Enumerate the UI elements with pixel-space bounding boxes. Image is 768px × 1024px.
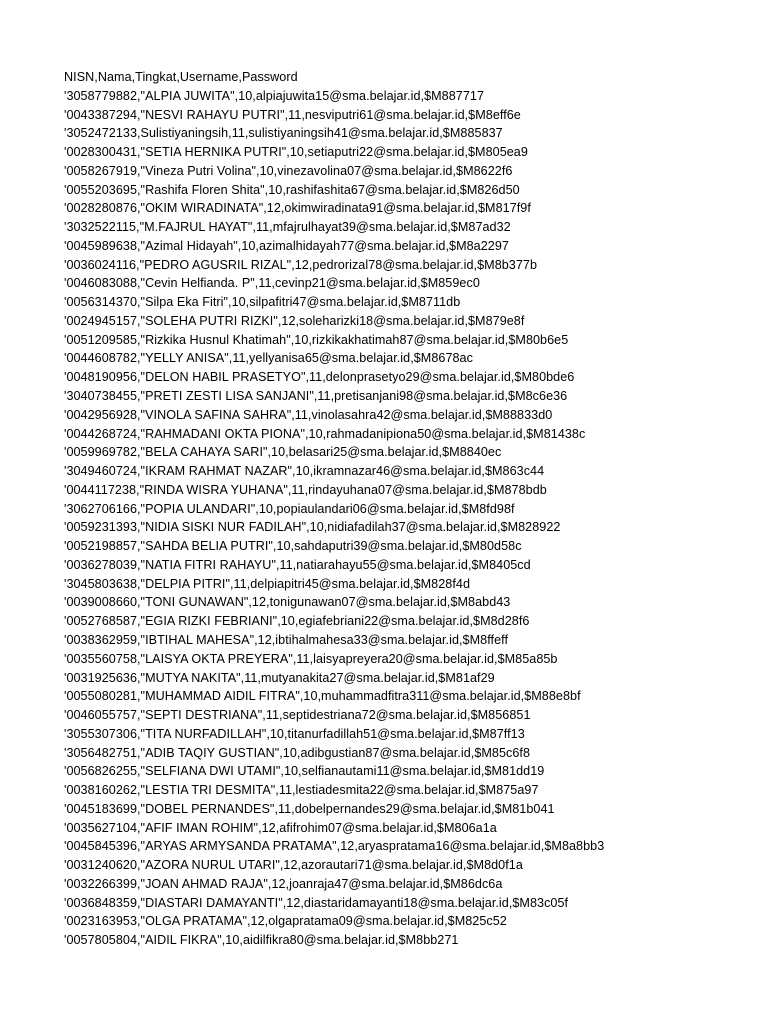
csv-record-line: '0055080281,"MUHAMMAD AIDIL FITRA",10,muhammadfitra311@sma.belajar.id,$M88e8bf (64, 689, 581, 704)
csv-record-line: '0051209585,"Rizkika Husnul Khatimah",10,rizkikakhatimah87@sma.belajar.id,$M80b6e5 (64, 332, 569, 347)
csv-record-line: '0038160262,"LESTIA TRI DESMITA",11,lestiadesmita22@sma.belajar.id,$M875a97 (64, 783, 539, 798)
csv-record-line: '0028300431,"SETIA HERNIKA PUTRI",10,setiaputri22@sma.belajar.id,$M805ea9 (64, 145, 528, 160)
csv-record-line: '3032522115,"M.FAJRUL HAYAT",11,mfajrulhayat39@sma.belajar.id,$M87ad32 (64, 220, 511, 235)
csv-record-line: '0045989638,"Azimal Hidayah",10,azimalhidayah77@sma.belajar.id,$M8a2297 (64, 238, 509, 253)
csv-record-line: '0045183699,"DOBEL PERNANDES",11,dobelpernandes29@sma.belajar.id,$M81b041 (64, 801, 555, 816)
csv-record-line: '0044117238,"RINDA WISRA YUHANA",11,rindayuhana07@sma.belajar.id,$M878bdb (64, 482, 547, 497)
csv-record-line: '0055203695,"Rashifa Floren Shita",10,rashifashita67@sma.belajar.id,$M826d50 (64, 182, 520, 197)
csv-record-line: '0024945157,"SOLEHA PUTRI RIZKI",12,soleharizki18@sma.belajar.id,$M879e8f (64, 313, 525, 328)
csv-record-line: '0057805804,"AIDIL FIKRA",10,aidilfikra80@sma.belajar.id,$M8bb271 (64, 933, 459, 948)
csv-record-line: '0048190956,"DELON HABIL PRASETYO",11,delonprasetyo29@sma.belajar.id,$M80bde6 (64, 370, 575, 385)
csv-record-line: '3045803638,"DELPIA PITRI",11,delpiapitri45@sma.belajar.id,$M828f4d (64, 576, 471, 591)
csv-record-line: '0052198857,"SAHDA BELIA PUTRI",10,sahdaputri39@sma.belajar.id,$M80d58c (64, 539, 522, 554)
csv-record-line: '0023163953,"OLGA PRATAMA",12,olgapratama09@sma.belajar.id,$M825c52 (64, 914, 507, 929)
csv-record-line: '0044608782,"YELLY ANISA",11,yellyanisa65@sma.belajar.id,$M8678ac (64, 351, 473, 366)
csv-header-line: NISN,Nama,Tingkat,Username,Password (64, 70, 298, 84)
csv-record-line: '3056482751,"ADIB TAQIY GUSTIAN",10,adibgustian87@sma.belajar.id,$M85c6f8 (64, 745, 531, 760)
csv-record-line: '0059969782,"BELA CAHAYA SARI",10,belasari25@sma.belajar.id,$M8840ec (64, 445, 502, 460)
csv-record-line: '0045845396,"ARYAS ARMYSANDA PRATAMA",12,aryaspratama16@sma.belajar.id,$M8a8bb3 (64, 839, 605, 854)
csv-record-line: '3058779882,"ALPIA JUWITA",10,alpiajuwita15@sma.belajar.id,$M887717 (64, 88, 484, 103)
csv-record-line: '0038362959,"IBTIHAL MAHESA",12,ibtihalmahesa33@sma.belajar.id,$M8ffeff (64, 632, 508, 647)
csv-record-line: '0056314370,"Silpa Eka Fitri",10,silpafitri47@sma.belajar.id,$M8711db (64, 295, 461, 310)
csv-record-line: '0036024116,"PEDRO AGUSRIL RIZAL",12,pedrorizal78@sma.belajar.id,$M8b377b (64, 257, 538, 272)
csv-record-line: '0044268724,"RAHMADANI OKTA PIONA",10,rahmadanipiona50@sma.belajar.id,$M81438c (64, 426, 586, 441)
csv-record-line: '0035627104,"AFIF IMAN ROHIM",12,afifrohim07@sma.belajar.id,$M806a1a (64, 820, 497, 835)
csv-record-line: '0032266399,"JOAN AHMAD RAJA",12,joanraja47@sma.belajar.id,$M86dc6a (64, 876, 503, 891)
csv-record-line: '0028280876,"OKIM WIRADINATA",12,okimwiradinata91@sma.belajar.id,$M817f9f (64, 201, 531, 216)
csv-record-line: '0052768587,"EGIA RIZKI FEBRIANI",10,egiafebriani22@sma.belajar.id,$M8d28f6 (64, 614, 530, 629)
csv-record-line: '3055307306,"TITA NURFADILLAH",10,titanurfadillah51@sma.belajar.id,$M87ff13 (64, 726, 525, 741)
csv-record-line: '0035560758,"LAISYA OKTA PREYERA",11,laisyapreyera20@sma.belajar.id,$M85a85b (64, 651, 558, 666)
csv-record-line: '0056826255,"SELFIANA DWI UTAMI",10,selfianautami11@sma.belajar.id,$M81dd19 (64, 764, 545, 779)
csv-record-line (64, 950, 754, 969)
csv-record-line: '3062706166,"POPIA ULANDARI",10,popiaulandari06@sma.belajar.id,$M8fd98f (64, 501, 515, 516)
csv-record-line: '3052472133,Sulistiyaningsih,11,sulistiyaningsih41@sma.belajar.id,$M885837 (64, 126, 503, 141)
document-body (64, 68, 754, 969)
csv-record-line: '0058267919,"Vineza Putri Volina",10,vinezavolina07@sma.belajar.id,$M8622f6 (64, 163, 513, 178)
csv-record-line: '3049460724,"IKRAM RAHMAT NAZAR",10,ikramnazar46@sma.belajar.id,$M863c44 (64, 464, 545, 479)
csv-record-line: '0043387294,"NESVI RAHAYU PUTRI",11,nesviputri61@sma.belajar.id,$M8eff6e (64, 107, 521, 122)
csv-record-line: '0036848359,"DIASTARI DAMAYANTI",12,diastaridamayanti18@sma.belajar.id,$M83c05f (64, 895, 569, 910)
csv-record-line: '0046083088,"Cevin Helfianda. P",11,cevinp21@sma.belajar.id,$M859ec0 (64, 276, 480, 291)
csv-record-line: '0036278039,"NATIA FITRI RAHAYU",11,natiarahayu55@sma.belajar.id,$M8405cd (64, 557, 531, 572)
csv-record-line: '0042956928,"VINOLA SAFINA SAHRA",11,vinolasahra42@sma.belajar.id,$M88833d0 (64, 407, 553, 422)
csv-record-line: '0059231393,"NIDIA SISKI NUR FADILAH",10,nidiafadilah37@sma.belajar.id,$M828922 (64, 520, 561, 535)
csv-record-line: '0031240620,"AZORA NURUL UTARI",12,azorautari71@sma.belajar.id,$M8d0f1a (64, 858, 523, 873)
csv-record-line: '0031925636,"MUTYA NAKITA",11,mutyanakita27@sma.belajar.id,$M81af29 (64, 670, 495, 685)
csv-record-line: '0046055757,"SEPTI DESTRIANA",11,septidestriana72@sma.belajar.id,$M856851 (64, 708, 531, 723)
csv-record-line: '0039008660,"TONI GUNAWAN",12,tonigunawan07@sma.belajar.id,$M8abd43 (64, 595, 511, 610)
csv-record-line: '3040738455,"PRETI ZESTI LISA SANJANI",11,pretisanjani98@sma.belajar.id,$M8c6e36 (64, 389, 568, 404)
